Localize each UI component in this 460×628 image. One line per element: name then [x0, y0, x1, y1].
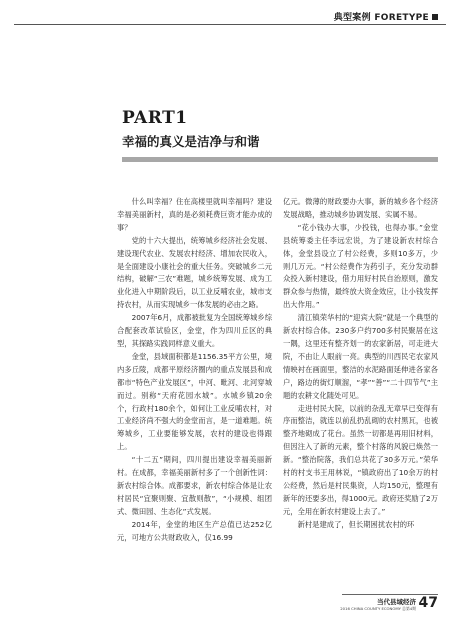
issue-info: 2016 CHINA COUNTY ECONOMY 总第4期 [340, 606, 416, 611]
header-divider [14, 24, 446, 25]
text-column-left [117, 196, 272, 544]
paragraph: 金堂，县域面积都是1156.35平方公里，境内多丘陵，成都平原经济圈内的重点发展县和成都市“特色产业发展区”，中河、毗河、北河穿城而过。别称“天府花园水城”。水城乡镇20余个，行政村180余个，如何让工业反哺农村，对工业经济尚不强大的金堂而言，是一道难题。统筹城乡，工业要能够发展，农村的建设也得跟上。 [117, 351, 272, 452]
article-title: 幸福的真义是洁净与和谐 [122, 134, 260, 149]
paragraph: 党的十六大提出，统筹城乡经济社会发展、建设现代农业、发展农村经济、增加农民收入，是全面建设小康社会的重大任务。突破城乡二元结构，破解“三农”难题，城乡统筹发展、成为工业化进入中期阶段后，以工业反哺农业，城市支持农村，从而实现城乡一体发展的必由之路。 [117, 235, 272, 310]
paragraph: “十二五”期间，四川提出建设幸福美丽新村。在成都，幸福美丽新村多了一个创新性词：新农村综合体。成都要求，新农村综合体是让农村居民“宜聚则聚、宜散则散”，“小规模、组团式、微田园、生态化”式发展。 [117, 455, 272, 516]
part-heading: PART1 [122, 108, 188, 128]
square-icon [432, 14, 438, 20]
paragraph: 走进村民大院，以前的杂乱无章早已变得有序而整洁，就连以前乱扔乱砌的农村黑瓦，也被整齐地砌成了花台。虽然一切都是再用旧材料，但因注入了新的元素，整个村落的风貌已焕然一新。“整治院落，我们总共花了30多万元。”荣华村的村支书王用林说，“镇政府出了10余万的村公经费，然后是村民集资，人均150元，整理有新年的还要多出，得1000元。政府还奖励了2万元，全用在新农村建设上去了。” [283, 403, 438, 516]
column-label: 典型案例 FORETYPE [333, 13, 429, 23]
paragraph: 2014年，金堂的地区生产总值已达252亿元，可地方公共财政收入，仅16.99 [117, 519, 272, 542]
paragraph-continued: 亿元。微薄的财政要办大事，新的城乡各个经济发展战略，推动城乡协调发展、实属不易。 [283, 197, 438, 219]
paragraph: 新村是建成了，但长期困扰农村的环 [297, 519, 415, 529]
paragraph: “花小钱办大事，少投钱，也得办事。”金堂县统筹委主任李远宏说，为了建设新农村综合体，金堂县设立了村公经费，多则10多万，少则几万元。“村公经费作为药引子，充分发动群众投入新村建设，借力用好村民自治原则，激发群众参与热情，最终放大资金效应，让小钱发挥出大作用。” [283, 222, 438, 310]
text-column-right [283, 196, 438, 532]
page-number: 47 [418, 595, 438, 611]
page-footer [342, 594, 438, 616]
paragraph: 2007年6月，成都被批复为全国统筹城乡综合配套改革试验区，金堂，作为四川丘区的典型，其探路实践同样意义重大。 [117, 313, 272, 348]
paragraph: 什么叫幸福？住在高楼里就叫幸福吗？建设幸福美丽新村，真的是必须耗费巨资才能办成的事？ [117, 197, 272, 232]
title-divider [122, 157, 438, 162]
paragraph: 清江镇荣华村的“迎宾大院”就是一个典型的新农村综合体。230多户约700多村民聚居在这一隅，这里还有整齐划一的农家新居，可走进大院，不由让人眼前一亮。典型的川西民宅农家风情映衬在画面里，整洁的水泥路面延伸进各家各户，路边的街灯顺溜，“孝”“善”“二十四节气”主题的农耕文化随处可见。 [283, 313, 438, 400]
magazine-name: 当代县域经济 [377, 598, 416, 606]
column-header [334, 10, 438, 23]
